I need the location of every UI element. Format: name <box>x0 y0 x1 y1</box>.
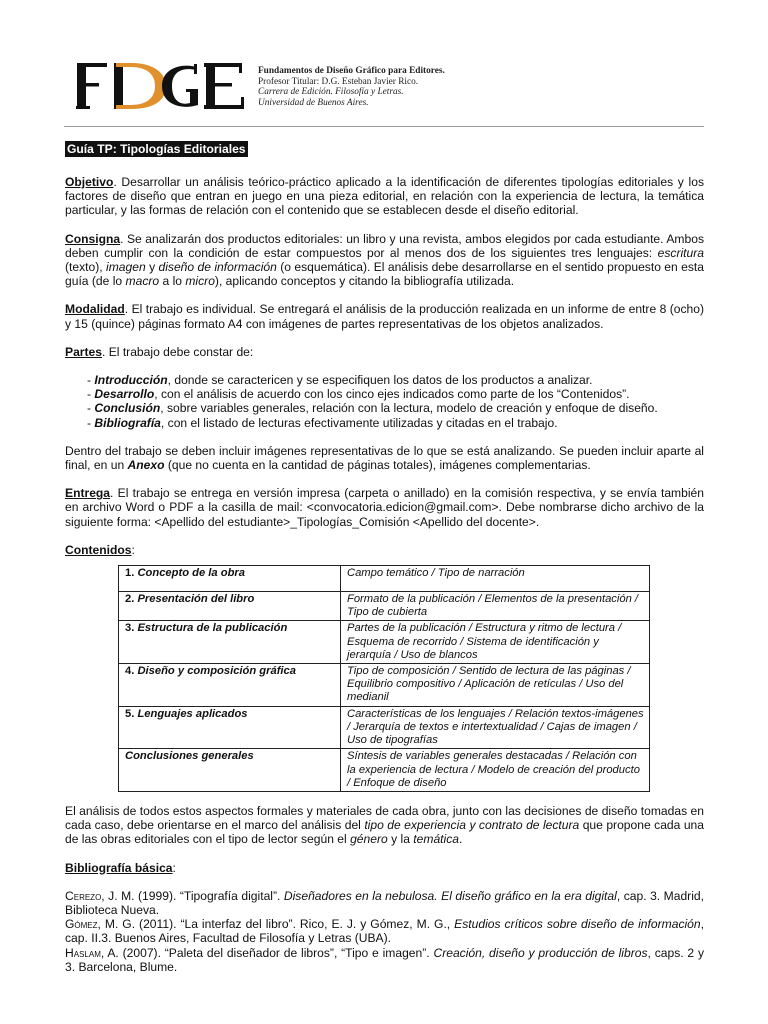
entry-text: , M. G. (2011). “La interfaz del libro”. Rico, E. J. y Gómez, M. G., <box>97 917 455 932</box>
table-cell-desc: Síntesis de variables generales destacadas / Relación con la experiencia de lectura / Modelo de creación del producto / Enfoque de diseño <box>341 749 650 792</box>
list-item: - Conclusión, sobre variables generales, relación con la lectura, modelo de creación y enfoque de diseño. <box>87 401 658 416</box>
consigna-text: (o esquemática). El análisis debe desarrollarse en el sentido propuesto en esta guía (de lo <box>65 260 704 289</box>
consigna-italic: escritura <box>657 245 704 260</box>
entry-title: Creación, diseño y producción de libros <box>433 945 648 960</box>
bibliografia-colon: : <box>172 860 176 875</box>
objetivo-paragraph <box>65 175 704 218</box>
axis-number: 4. <box>125 665 138 678</box>
table-row <box>119 749 650 792</box>
anexo-text: Dentro del trabajo se deben incluir imágenes representativas de lo que se está analizando. Se pueden incluir aparte al final, en un <box>65 443 704 473</box>
anexo-text: (que no cuenta en la cantidad de páginas totales), imágenes complementarias. <box>164 458 591 473</box>
table-cell-axis <box>119 749 341 792</box>
objetivo-label: Objetivo <box>65 175 114 189</box>
table-cell-axis <box>119 664 341 707</box>
table-cell-desc: Características de los lenguajes / Relación textos-imágenes / Jerarquía de textos e intertextualidad / Cajas de imagen / Uso de tipografías <box>341 706 650 749</box>
bibliografia-label: Bibliografía básica <box>65 860 173 875</box>
entrega-text: . El trabajo se entrega en versión impresa (carpeta o anillado) en la comisión respectiva, y se envía también en archivo Word o PDF a la casilla de mail: <convocatoria.edicion@gmail.com>. Debe nombrarse dicho archivo de la siguiente forma: <Apellido del estudiante>_Tipologías_Comisión <Apellido del docente>. <box>65 486 704 529</box>
page-title: Guía TP: Tipologías Editoriales <box>67 142 246 156</box>
entry-text: , caps. 2 y 3. Barcelona, Blume. <box>65 945 705 974</box>
career-line: Carrera de Edición. Filosofía y Letras. <box>258 87 404 97</box>
list-item: - Desarrollo, con el análisis de acuerdo con los cinco ejes indicados como parte de los “Contenidos”. <box>87 387 630 402</box>
contenidos-table <box>118 565 650 792</box>
logo-letter-f <box>76 63 107 109</box>
consigna-text: ), aplicando conceptos y citando la bibliografía utilizada. <box>214 274 515 289</box>
contenidos-heading <box>65 543 704 557</box>
document-body <box>65 141 704 974</box>
table-cell-axis <box>119 592 341 621</box>
entry-author: Haslam <box>65 945 101 960</box>
bibliography-entry <box>65 917 704 945</box>
axis-number: 2. <box>125 593 138 606</box>
course-header <box>258 66 445 108</box>
anexo-paragraph <box>65 444 704 472</box>
list-item: - Bibliografía, con el listado de lecturas efectivamente utilizadas y citadas en el trabajo. <box>87 415 558 430</box>
consigna-text: a lo <box>159 274 186 289</box>
professor-line: Profesor Titular: D.G. Esteban Javier Rico. <box>258 76 419 87</box>
consigna-italic: micro <box>185 274 215 289</box>
partes-label: Partes <box>65 344 102 359</box>
part-desc: , donde se caractericen y se especifiquen los datos de los productos a analizar. <box>167 373 593 388</box>
axis-name: Estructura de la publicación <box>137 622 288 635</box>
axis-name: Diseño y composición gráfica <box>137 665 296 678</box>
objetivo-text: . Desarrollar un análisis teórico-práctico aplicado a la identificación de diferentes tipologías editoriales y los factores de diseño que entran en juego en una pieza editorial, en relación con la experiencia de lectura, la temática particular, y las formas de relación con el contenido que se establecen desde el diseño editorial. <box>65 175 704 218</box>
axis-name: Concepto de la obra <box>137 567 245 580</box>
entry-title: Estudios críticos sobre diseño de información <box>454 917 701 932</box>
closing-text: El análisis de todos estos aspectos formales y materiales de cada obra, junto con las decisiones de diseño tomadas en cada caso, debe orientarse en el marco del análisis del <box>65 803 704 833</box>
closing-text: y la <box>387 832 414 847</box>
bibliography-list <box>65 889 704 974</box>
entry-title: Diseñadores en la nebulosa. El diseño gráfico en la era digital <box>283 888 617 903</box>
entry-text: , J. M. (1999). “Tipografía digital”. <box>101 888 284 903</box>
table-row <box>119 664 650 707</box>
axis-number: 5. <box>125 707 138 720</box>
closing-italic: género <box>350 832 388 847</box>
table-cell-desc: Campo temático / Tipo de narración <box>341 566 650 592</box>
axis-number: 3. <box>125 622 138 635</box>
closing-text: . <box>459 832 463 847</box>
fdge-logo <box>76 61 246 111</box>
partes-list <box>87 373 704 430</box>
consigna-text: (texto), <box>65 260 107 275</box>
bibliography-entry <box>65 946 704 974</box>
part-name: Desarrollo <box>94 387 155 402</box>
modalidad-label: Modalidad <box>65 302 125 317</box>
part-desc: , sobre variables generales, relación con la lectura, modelo de creación y enfoque de diseño. <box>160 401 658 416</box>
closing-italic: temática <box>413 832 459 847</box>
consigna-italic: imagen <box>106 260 146 275</box>
closing-paragraph <box>65 804 704 847</box>
consigna-italic: macro <box>125 274 160 289</box>
table-cell-axis <box>119 706 341 749</box>
part-desc: , con el análisis de acuerdo con los cinco ejes indicados como parte de los “Contenidos”. <box>154 387 630 402</box>
table-cell-desc: Formato de la publicación / Elementos de la presentación / Tipo de cubierta <box>341 592 650 621</box>
entry-text: , A. (2007). “Paleta del diseñador de libros”, “Tipo e imagen”. <box>100 945 434 960</box>
university-line: Universidad de Buenos Aires. <box>258 97 369 108</box>
consigna-italic: diseño de información <box>158 260 277 275</box>
entrega-label: Entrega <box>65 486 111 501</box>
partes-paragraph <box>65 345 704 359</box>
entry-text: , cap. II.3. Buenos Aires, Facultad de Filosofía y Letras (UBA). <box>65 917 704 946</box>
table-row <box>119 592 650 621</box>
table-row <box>119 706 650 749</box>
list-item: - Introducción, donde se caractericen y se especifiquen los datos de los productos a analizar. <box>87 373 593 388</box>
logo-letter-e <box>204 63 244 109</box>
header-divider <box>64 126 704 127</box>
partes-intro: . El trabajo debe constar de: <box>101 344 254 359</box>
table-cell-desc: Partes de la publicación / Estructura y ritmo de lectura / Esquema de recorrido / Sistema de identificación y jerarquía / Uso de blancos <box>341 621 650 664</box>
table-cell-axis <box>119 566 341 592</box>
entry-author: Cerezo <box>65 888 102 903</box>
modalidad-paragraph <box>65 302 704 330</box>
entry-text: , cap. 3. Madrid, Biblioteca Nueva. <box>65 888 704 917</box>
table-row <box>119 566 650 592</box>
closing-italic: tipo de experiencia y contrato de lectura <box>364 818 580 833</box>
anexo-term: Anexo <box>127 458 165 473</box>
consigna-text: y <box>145 260 159 275</box>
axis-name: Presentación del libro <box>137 593 255 606</box>
entrega-paragraph <box>65 486 704 529</box>
part-name: Conclusión <box>94 401 161 416</box>
axis-name: Conclusiones generales <box>125 750 254 763</box>
part-name: Bibliografía <box>94 415 161 430</box>
axis-number: 1. <box>125 567 138 580</box>
table-row <box>119 621 650 664</box>
consigna-text: . Se analizarán dos productos editoriales: un libro y una revista, ambos elegidos por cada estudiante. Ambos deben cumplir con la condición de estar compuestos por al menos dos de los siguientes tres lenguajes: <box>65 231 704 260</box>
entry-author: Gómez <box>65 917 98 932</box>
contenidos-colon: : <box>131 542 135 557</box>
bibliography-entry <box>65 889 704 917</box>
table-cell-axis <box>119 621 341 664</box>
part-desc: , con el listado de lecturas efectivamente utilizadas y citadas en el trabajo. <box>160 415 558 430</box>
part-name: Introducción <box>94 373 168 388</box>
consigna-label: Consigna <box>65 231 121 246</box>
bibliografia-heading <box>65 861 704 875</box>
course-name: Fundamentos de Diseño Gráfico para Editores. <box>258 66 445 76</box>
contenidos-label: Contenidos <box>65 542 132 557</box>
modalidad-text: . El trabajo es individual. Se entregará el análisis de la producción realizada en un informe de entre 8 (ocho) y 15 (quince) páginas formato A4 con imágenes de partes representativas de los objetos analizados. <box>65 302 704 331</box>
logo-letter-d <box>114 63 166 109</box>
table-cell-desc: Tipo de composición / Sentido de lectura de las páginas / Equilibrio compositivo / Aplicación de retículas / Uso del medianil <box>341 664 650 707</box>
axis-name: Lenguajes aplicados <box>137 707 248 720</box>
logo-letter-g <box>162 64 198 107</box>
closing-text: que propone cada una de las obras editoriales con el tipo de lector según el <box>65 818 704 847</box>
consigna-paragraph <box>65 232 704 289</box>
